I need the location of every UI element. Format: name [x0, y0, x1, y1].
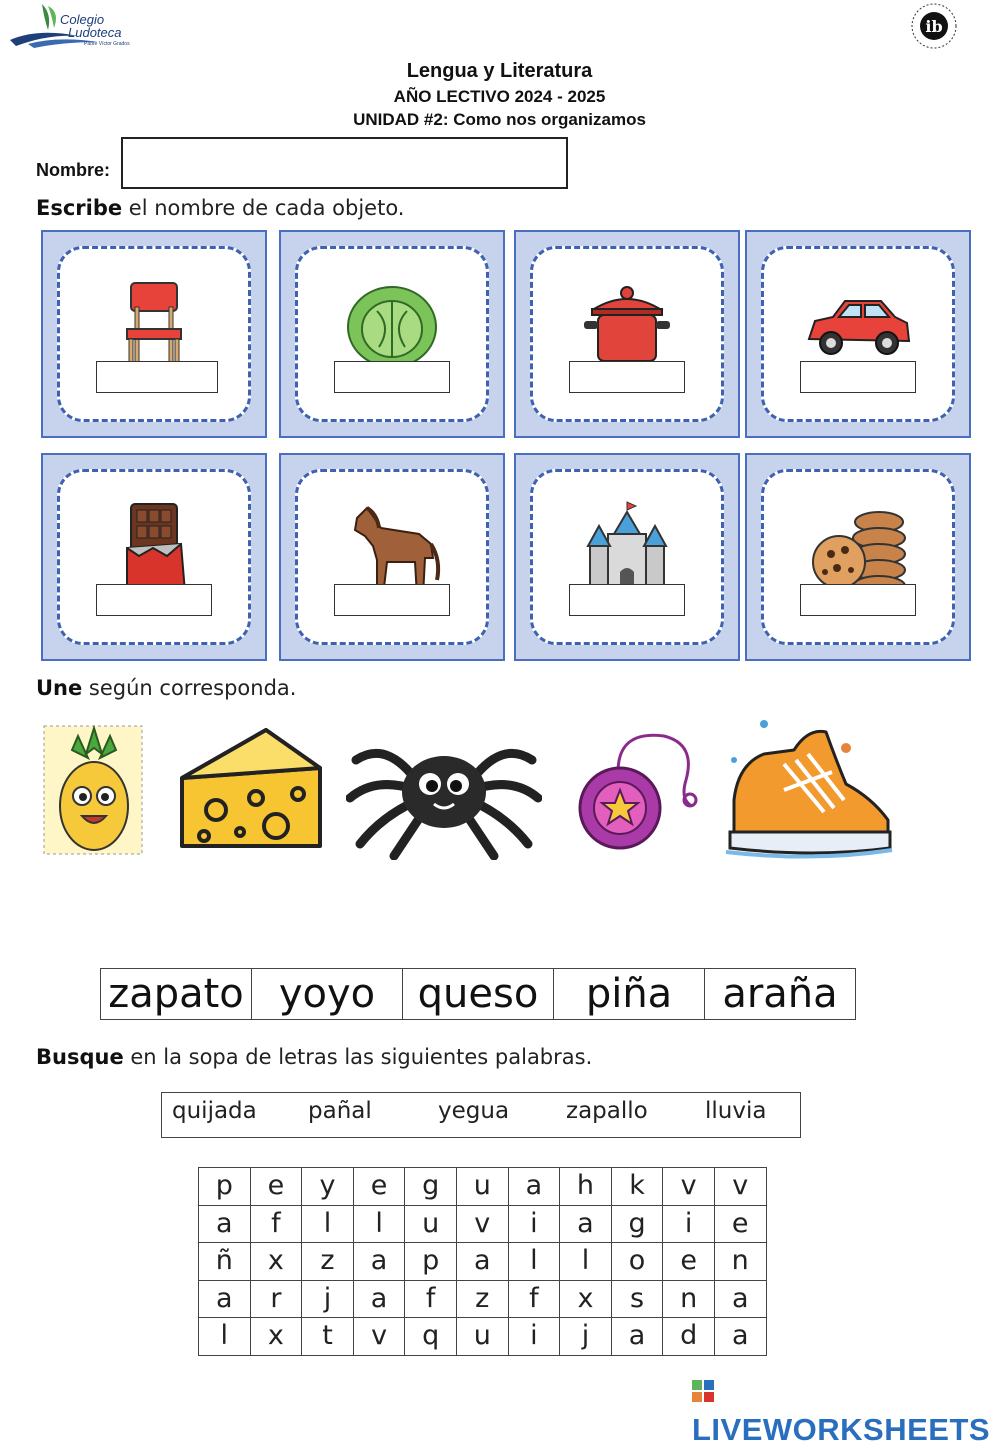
grid-cell[interactable]: f	[405, 1280, 457, 1318]
grid-cell[interactable]: n	[714, 1243, 766, 1281]
word-list-item: lluvia	[705, 1098, 767, 1124]
liveworksheets-brand-text: LIVEWORKSHEETS	[692, 1411, 991, 1447]
school-year: AÑO LECTIVO 2024 - 2025	[393, 87, 606, 106]
grid-cell[interactable]: g	[611, 1205, 663, 1243]
card-frame	[761, 469, 955, 645]
grid-cell[interactable]: p	[405, 1243, 457, 1281]
grid-cell[interactable]: t	[302, 1318, 354, 1356]
instruction-match-text: según corresponda.	[82, 676, 297, 700]
grid-cell[interactable]: h	[560, 1168, 612, 1206]
grid-cell[interactable]: l	[560, 1243, 612, 1281]
grid-cell[interactable]: a	[353, 1280, 405, 1318]
grid-cell[interactable]: o	[611, 1243, 663, 1281]
card-car	[745, 230, 971, 438]
instruction-search-text: en la sopa de letras las siguientes palabras.	[123, 1045, 593, 1069]
svg-text:Ludoteca: Ludoteca	[68, 25, 122, 40]
pineapple-icon[interactable]	[42, 720, 146, 860]
grid-row	[199, 1243, 767, 1281]
grid-cell[interactable]: a	[456, 1243, 508, 1281]
instruction-write-text: el nombre de cada objeto.	[122, 196, 405, 220]
grid-cell[interactable]: l	[508, 1243, 560, 1281]
name-field[interactable]	[121, 137, 568, 189]
grid-cell[interactable]: i	[508, 1318, 560, 1356]
grid-cell[interactable]: u	[456, 1168, 508, 1206]
word-list-item: zapallo	[566, 1098, 648, 1124]
card-cookies	[745, 453, 971, 661]
answer-input[interactable]	[334, 584, 450, 616]
cheese-icon[interactable]	[176, 720, 324, 860]
grid-cell[interactable]: z	[302, 1243, 354, 1281]
grid-cell[interactable]: a	[611, 1318, 663, 1356]
word-search-grid	[198, 1167, 767, 1356]
card-frame	[761, 246, 955, 422]
grid-cell[interactable]: f	[508, 1280, 560, 1318]
instruction-search-bold: Busque	[36, 1045, 124, 1069]
grid-cell[interactable]: e	[714, 1205, 766, 1243]
card-frame	[530, 469, 724, 645]
svg-text:Padre Víctor Grados: Padre Víctor Grados	[84, 41, 130, 47]
grid-cell[interactable]: x	[560, 1280, 612, 1318]
grid-cell[interactable]: r	[250, 1280, 302, 1318]
sneaker-icon[interactable]	[724, 720, 894, 860]
grid-cell[interactable]: e	[663, 1243, 715, 1281]
grid-cell[interactable]: z	[456, 1280, 508, 1318]
instruction-write	[36, 196, 404, 220]
answer-input[interactable]	[334, 361, 450, 393]
grid-cell[interactable]: j	[560, 1318, 612, 1356]
grid-cell[interactable]: a	[353, 1243, 405, 1281]
grid-cell[interactable]: a	[199, 1205, 251, 1243]
word-list-item: pañal	[308, 1098, 372, 1124]
grid-row	[199, 1318, 767, 1356]
match-word[interactable]: araña	[705, 969, 856, 1020]
grid-cell[interactable]: p	[199, 1168, 251, 1206]
grid-cell[interactable]: e	[353, 1168, 405, 1206]
word-list-box	[161, 1092, 801, 1138]
grid-cell[interactable]: i	[663, 1205, 715, 1243]
word-list-item: yegua	[438, 1098, 510, 1124]
liveworksheets-logo	[692, 1372, 999, 1448]
grid-cell[interactable]: v	[663, 1168, 715, 1206]
grid-row	[199, 1205, 767, 1243]
grid-cell[interactable]: v	[456, 1205, 508, 1243]
grid-cell[interactable]: v	[353, 1318, 405, 1356]
liveworksheets-brand-icon	[692, 1374, 714, 1410]
card-horse	[279, 453, 505, 661]
grid-cell[interactable]: y	[302, 1168, 354, 1206]
grid-cell[interactable]: x	[250, 1318, 302, 1356]
instruction-write-bold: Escribe	[36, 196, 123, 220]
answer-input[interactable]	[569, 361, 685, 393]
grid-cell[interactable]: n	[663, 1280, 715, 1318]
grid-cell[interactable]: f	[250, 1205, 302, 1243]
card-chair	[41, 230, 267, 438]
page-title: Lengua y Literatura	[406, 60, 593, 82]
spider-icon[interactable]	[346, 720, 542, 860]
card-chocolate	[41, 453, 267, 661]
svg-text:ib: ib	[925, 17, 943, 36]
grid-cell[interactable]: a	[199, 1280, 251, 1318]
yoyo-icon[interactable]	[568, 720, 702, 860]
grid-cell[interactable]: a	[560, 1205, 612, 1243]
school-logo	[8, 0, 138, 52]
grid-cell[interactable]: g	[405, 1168, 457, 1206]
grid-cell[interactable]: x	[250, 1243, 302, 1281]
grid-cell[interactable]: q	[405, 1318, 457, 1356]
grid-cell[interactable]: j	[302, 1280, 354, 1318]
card-frame	[295, 469, 489, 645]
grid-row	[199, 1168, 767, 1206]
answer-input[interactable]	[96, 584, 212, 616]
grid-cell[interactable]: s	[611, 1280, 663, 1318]
name-label: Nombre:	[36, 160, 111, 180]
instruction-search	[36, 1045, 592, 1069]
grid-cell[interactable]: l	[353, 1205, 405, 1243]
grid-cell[interactable]: e	[250, 1168, 302, 1206]
grid-cell[interactable]: l	[199, 1318, 251, 1356]
card-frame	[530, 246, 724, 422]
grid-cell[interactable]: ñ	[199, 1243, 251, 1281]
svg-text:Colegio: Colegio	[60, 12, 105, 27]
instruction-match	[36, 676, 296, 700]
card-frame	[57, 246, 251, 422]
unit-title: UNIDAD #2: Como nos organizamos	[353, 110, 646, 129]
ib-logo-icon	[906, 2, 962, 50]
grid-cell[interactable]: a	[714, 1318, 766, 1356]
card-pot	[514, 230, 740, 438]
card-frame	[295, 246, 489, 422]
grid-cell[interactable]: u	[405, 1205, 457, 1243]
grid-cell[interactable]: a	[714, 1280, 766, 1318]
match-words-table	[100, 968, 856, 1020]
grid-row	[199, 1280, 767, 1318]
answer-input[interactable]	[569, 584, 685, 616]
card-frame	[57, 469, 251, 645]
word-list-item: quijada	[172, 1098, 257, 1124]
grid-cell[interactable]: l	[302, 1205, 354, 1243]
card-lettuce	[279, 230, 505, 438]
card-castle	[514, 453, 740, 661]
grid-cell[interactable]: u	[456, 1318, 508, 1356]
grid-cell[interactable]: v	[714, 1168, 766, 1206]
match-word[interactable]: piña	[554, 969, 705, 1020]
answer-input[interactable]	[96, 361, 218, 393]
grid-cell[interactable]: k	[611, 1168, 663, 1206]
answer-input[interactable]	[800, 361, 916, 393]
grid-cell[interactable]: i	[508, 1205, 560, 1243]
grid-cell[interactable]: d	[663, 1318, 715, 1356]
match-word[interactable]: zapato	[101, 969, 252, 1020]
match-word[interactable]: yoyo	[252, 969, 403, 1020]
answer-input[interactable]	[800, 584, 916, 616]
match-word[interactable]: queso	[403, 969, 554, 1020]
grid-cell[interactable]: a	[508, 1168, 560, 1206]
instruction-match-bold: Une	[36, 676, 83, 700]
